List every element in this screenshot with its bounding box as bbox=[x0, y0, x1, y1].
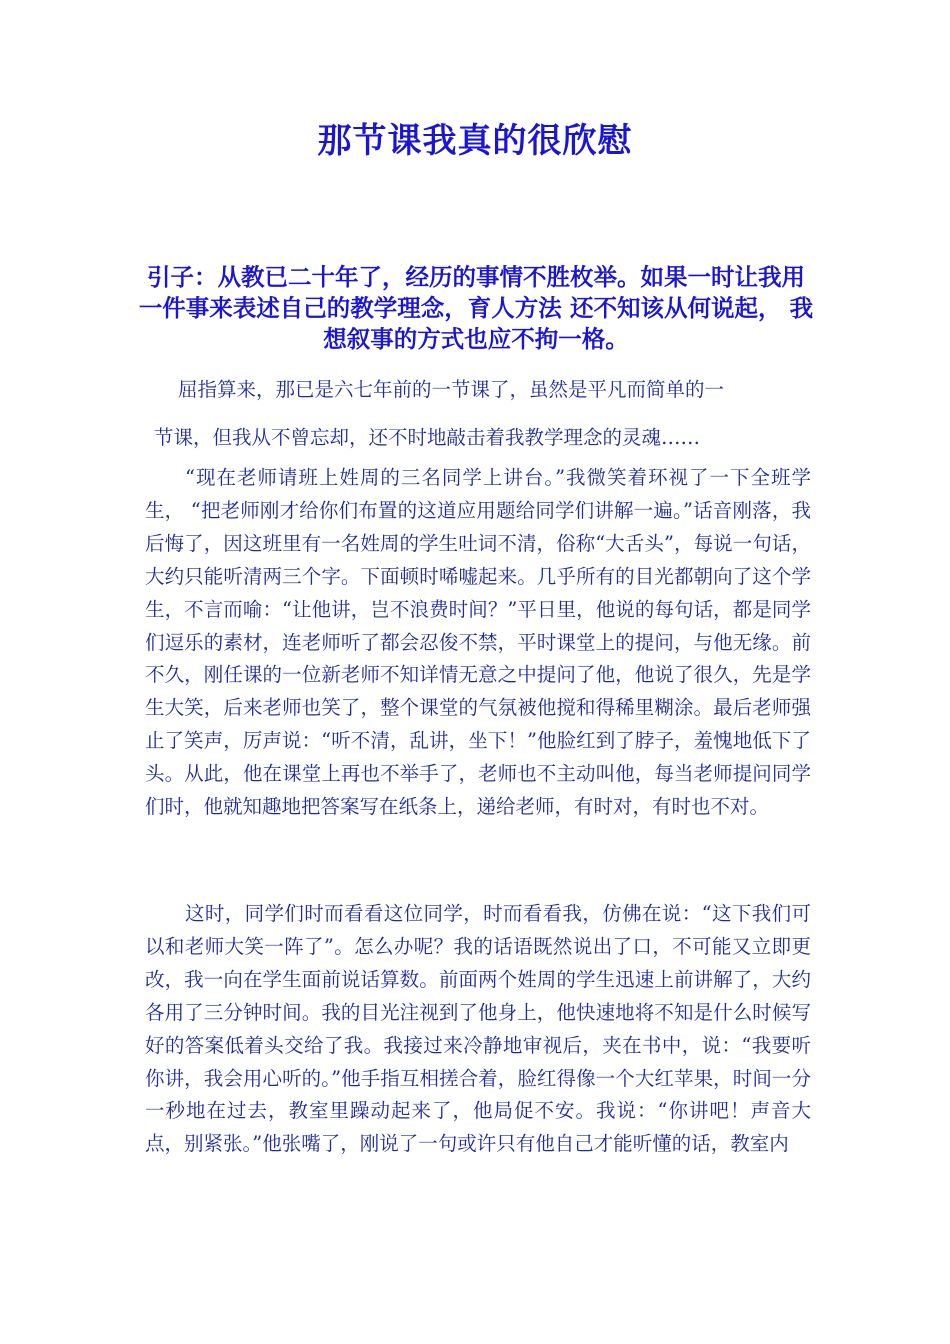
body-paragraph-1: “现在老师请班上姓周的三名同学上讲台。”我微笑着环视了一下全班学生， “把老师刚才给你们布置的这道应用题给同学们讲解一遍。”话音刚落，我后悔了，因这班里有一名姓周的学生吐词不清，俗称“大舌头”，每说一句话，大约只能听清两三个字。下面顿时唏嘘起来。几乎所有的目光都朝向了这个学生，不言而喻：“让他讲，岂不浪费时间？”平日里，他说的每句话，都是同学们逗乐的素材，连老师听了都会忍俊不禁，平时课堂上的提问，与他无缘。前不久，刚任课的一位新老师不知详情无意之中提问了他，他说了很久，先是学生大笑，后来老师也笑了，整个课堂的气氛被他搅和得稀里糊涂。最后老师强止了笑声，厉声说：“听不清，乱讲，坐下！”他脸红到了脖子，羞愧地低下了头。从此，他在课堂上再也不举手了，老师也不主动叫他，每当老师提问同学们时，他就知趣地把答案写在纸条上，递给老师，有时对，有时也不对。 bbox=[145, 466, 811, 819]
body-paragraph-2: 这时，同学们时而看看这位同学，时而看看我，仿佛在说：“这下我们可以和老师大笑一阵了”。怎么办呢？我的话语既然说出了口，不可能又立即更改，我一向在学生面前说话算数。前面两个姓周的学生迅速上前讲解了，大约各用了三分钟时间。我的目光注视到了他身上，他快速地将不知是什么时候写好的答案低着头交给了我。我接过来冷静地审视后，夹在书中，说：“我要听你讲，我会用心听的。”他手指互相搓合着，脸红得像一个大红苹果，时间一分一秒地在过去，教室里躁动起来了，他局促不安。我说：“你讲吧！声音大点，别紧张。”他张嘴了，刚说了一句或许只有他自己才能听懂的话，教室内 bbox=[145, 902, 811, 1156]
opening-paragraph bbox=[148, 366, 808, 462]
intro-paragraph: 引子：从教已二十年了，经历的事情不胜枚举。如果一时让我用一件事来表述自己的教学理念，育人方法 还不知该从何说起， 我想叙事的方式也应不拘一格。 bbox=[138, 263, 814, 353]
opening-line-2: 节课，但我从不曾忘却，还不时地敲击着我教学理念的灵魂‥‥‥ bbox=[154, 426, 701, 449]
opening-line-1: 屈指算来，那已是六七年前的一节课了，虽然是平凡而简单的一 bbox=[178, 378, 725, 401]
document-title: 那节课我真的很欣慰 bbox=[317, 121, 633, 161]
